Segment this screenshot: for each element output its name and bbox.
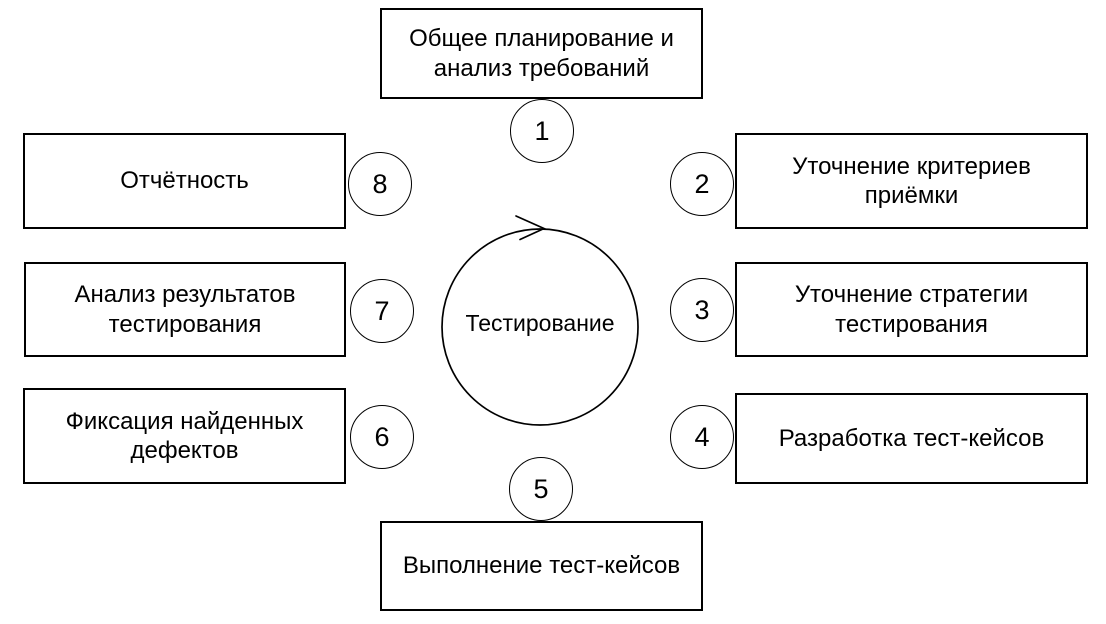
step-box-results-analysis: Анализ результатов тестирования: [24, 262, 346, 357]
step-number-circle-7: 7: [350, 279, 414, 343]
step-number-circle-8: 8: [348, 152, 412, 216]
step-number-circle-5: 5: [509, 457, 573, 521]
step-number-circle-6: 6: [350, 405, 414, 469]
step-box-planning: Общее планирование и анализ требований: [380, 8, 703, 99]
step-box-test-case-execution: Выполнение тест-кейсов: [380, 521, 703, 611]
step-number-circle-3: 3: [670, 278, 734, 342]
step-box-test-case-development: Разработка тест-кейсов: [735, 393, 1088, 484]
step-number-circle-4: 4: [670, 405, 734, 469]
step-number-circle-2: 2: [670, 152, 734, 216]
step-box-defect-logging: Фиксация найденных дефектов: [23, 388, 346, 484]
step-number-circle-1: 1: [510, 99, 574, 163]
step-box-test-strategy: Уточнение стратегии тестирования: [735, 262, 1088, 357]
cycle-center-label: Тестирование: [465, 310, 615, 336]
clockwise-arrowhead: [516, 216, 544, 240]
step-box-acceptance-criteria: Уточнение критериев приёмки: [735, 133, 1088, 229]
step-box-reporting: Отчётность: [23, 133, 346, 229]
